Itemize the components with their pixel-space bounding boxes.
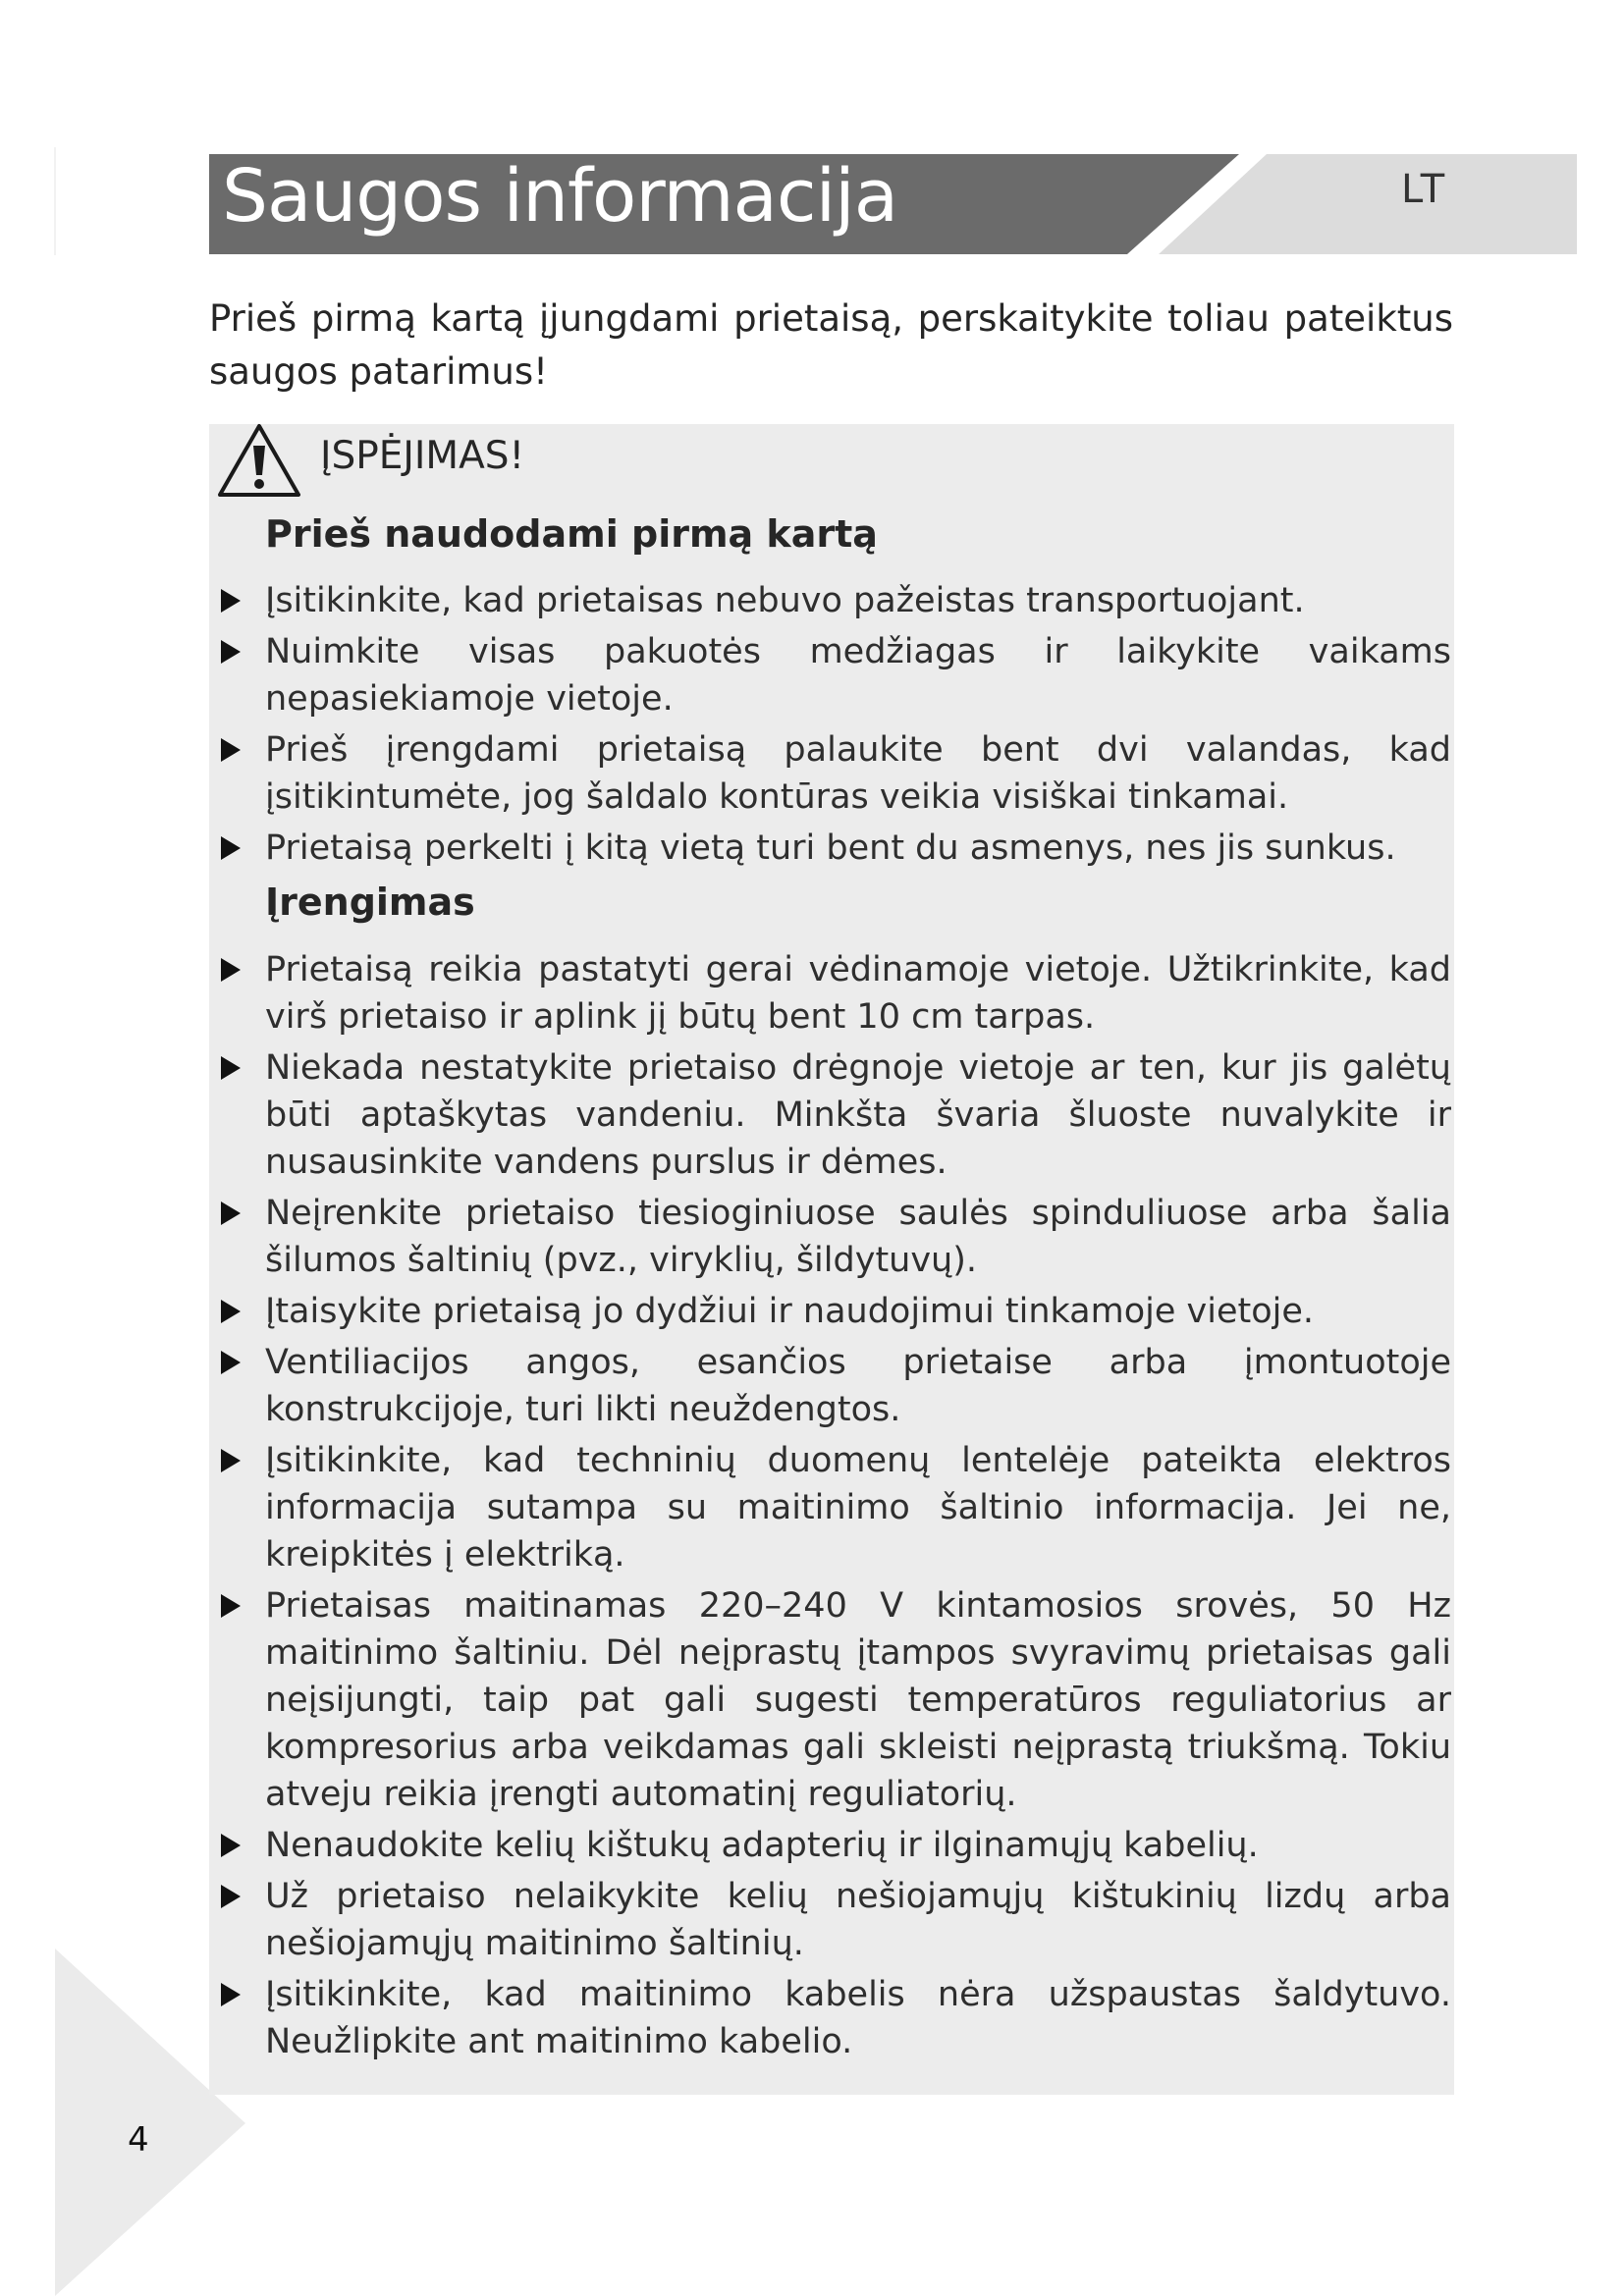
bullet-arrow-icon [221,1449,241,1472]
warning-title: ĮSPĖJIMAS! [320,434,525,478]
bullet-arrow-icon [221,1834,241,1857]
bullet-arrow-icon [221,640,241,664]
list-item: Prietaisą perkelti į kitą vietą turi bent du asmenys, nes jis sunkus. [209,825,1451,872]
list-item: Įtaisykite prietaisą jo dydžiui ir naudojimui tinkamoje vietoje. [209,1288,1451,1335]
installation-list [209,946,1451,2069]
list-item: Ventiliacijos angos, esančios prietaise arba įmontuotoje konstrukcijoje, turi likti neuždengtos. [209,1339,1451,1433]
bullet-arrow-icon [221,1300,241,1323]
bullet-arrow-icon [221,836,241,860]
list-item: Prietaisas maitinamas 220–240 V kintamosios srovės, 50 Hz maitinimo šaltiniu. Dėl neįprastų įtampos svyravimų prietaisas gali neįsijungti, taip pat gali sugesti temperatūros reguliatorius ar kompresorius arba veikdamas gali skleisti neįprastą triukšmą. Tokiu atveju reikia įrengti automatinį reguliatorių. [209,1582,1451,1818]
section-heading-installation: Įrengimas [265,881,475,924]
language-code: LT [1401,167,1448,212]
page-number: 4 [128,2120,149,2160]
bullet-arrow-icon [221,958,241,982]
list-item: Niekada nestatykite prietaiso drėgnoje vietoje ar ten, kur jis galėtų būti aptaškytas vandeniu. Minkšta švaria šluoste nuvalykite ir nusausinkite vandens purslus ir dėmes. [209,1044,1451,1186]
list-item: Įsitikinkite, kad prietaisas nebuvo pažeistas transportuojant. [209,577,1451,624]
list-item: Prieš įrengdami prietaisą palaukite bent dvi valandas, kad įsitikintumėte, jog šaldalo kontūras veikia visiškai tinkamai. [209,726,1451,821]
first-use-list [209,577,1451,876]
warning-triangle-icon [216,422,302,499]
list-item: Įsitikinkite, kad techninių duomenų lentelėje pateikta elektros informacija sutampa su maitinimo šaltinio informacija. Jei ne, kreipkitės į elektriką. [209,1437,1451,1578]
bullet-arrow-icon [221,1594,241,1618]
bullet-arrow-icon [221,738,241,762]
bullet-arrow-icon [221,1885,241,1908]
section-heading-first-use: Prieš naudodami pirmą kartą [265,512,878,556]
intro-text: Prieš pirmą kartą įjungdami prietaisą, perskaitykite toliau pateiktus saugos patarimus! [209,297,1453,393]
bullet-arrow-icon [221,1056,241,1080]
list-item: Prietaisą reikia pastatyti gerai vėdinamoje vietoje. Užtikrinkite, kad virš prietaiso ir aplink jį būtų bent 10 cm tarpas. [209,946,1451,1041]
list-item: Neįrenkite prietaiso tiesioginiuose saulės spinduliuose arba šalia šilumos šaltinių (pvz., viryklių, šildytuvų). [209,1190,1451,1284]
bullet-arrow-icon [221,1983,241,2006]
bullet-arrow-icon [221,1351,241,1374]
page-title: Saugos informacija [222,154,898,239]
list-item: Už prietaiso nelaikykite kelių nešiojamųjų kištukinių lizdų arba nešiojamųjų maitinimo šaltinių. [209,1873,1451,1967]
list-item: Įsitikinkite, kad maitinimo kabelis nėra užspaustas šaldytuvo. Neužlipkite ant maitinimo kabelio. [209,1971,1451,2065]
bullet-arrow-icon [221,589,241,613]
list-item: Nenaudokite kelių kištukų adapterių ir ilginamųjų kabelių. [209,1822,1451,1869]
bullet-arrow-icon [221,1201,241,1225]
list-item: Nuimkite visas pakuotės medžiagas ir laikykite vaikams nepasiekiamoje vietoje. [209,628,1451,722]
